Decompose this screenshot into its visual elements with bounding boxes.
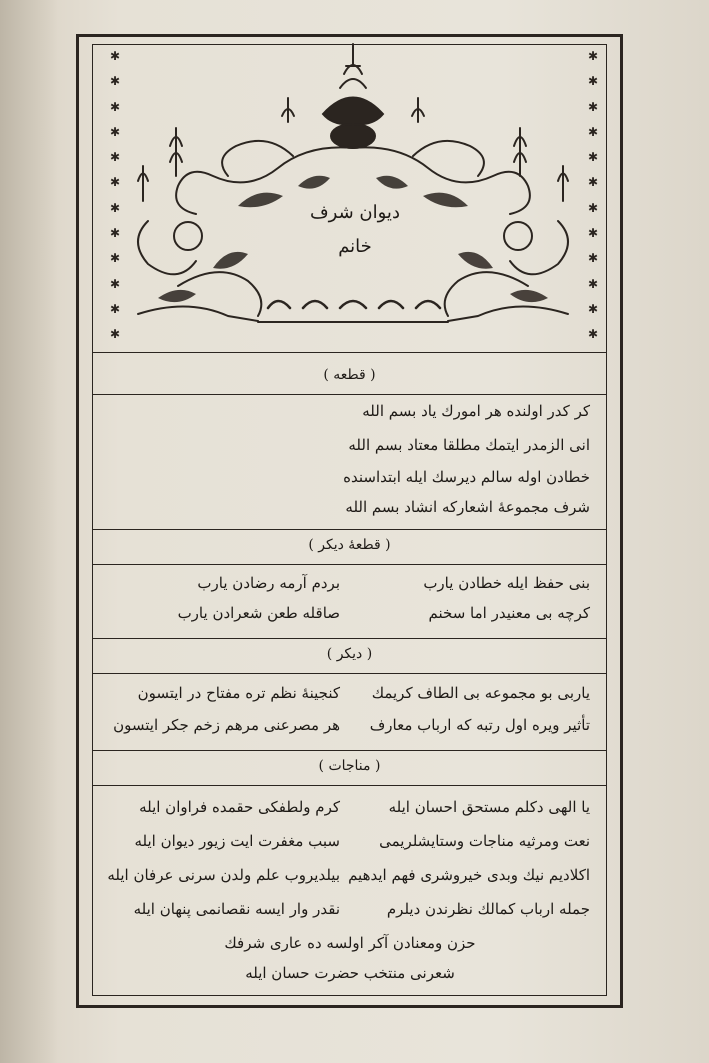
divider: [92, 673, 607, 674]
couplet-first-half: تأثیر ویره اول رتبه که ارباب معارف: [369, 716, 590, 734]
verse-line: خطادن اوله سالم دیرسك ایله ابتداسنده: [343, 468, 590, 486]
couplet-second-half: کنجینهٔ نظم تره مفتاح در ایتسون: [137, 684, 340, 702]
couplet-second-half: صاقله طعن شعرادن یارب: [177, 604, 340, 622]
divider: [92, 785, 607, 786]
divider: [92, 352, 607, 353]
couplet-second-half: بیلدیروب علم ولدن سرنی عرفان ایله: [107, 866, 340, 884]
couplet-second-half: نقدر وار ایسه نقصانمی پنهان ایله: [133, 900, 340, 918]
couplet-first-half: یا الهی دکلم مستحق احسان ایله: [388, 798, 590, 816]
section-heading: ( قطعهٔ دیکر ): [308, 537, 391, 553]
star-column-left: ✱ ✱ ✱ ✱ ✱ ✱ ✱ ✱ ✱ ✱ ✱ ✱: [109, 49, 121, 342]
title-line-2: خانم: [338, 236, 372, 257]
title-block: [250, 196, 460, 264]
closing-line: شعرنی منتخب حضرت حسان ایله: [245, 964, 455, 982]
section-heading: ( قطعه ): [323, 367, 376, 383]
floral-ornament-headpiece: [118, 36, 588, 336]
verse-line: کر کدر اولنده هر امورك یاد بسم الله: [362, 402, 590, 420]
couplet-first-half: جمله ارباب کمالك نظرندن دیلرم: [386, 900, 590, 918]
title-line-1: دیوان شرف: [310, 202, 400, 223]
closing-line: حزن ومعنادن آکر اولسه ده عاری شرفك: [224, 934, 476, 952]
couplet-second-half: بردم آرمه رضادن یارب: [197, 574, 340, 592]
couplet-first-half: کرچه بی معنیدر اما سخنم: [428, 604, 590, 622]
couplet-second-half: کرم ولطفکی حقمده فراوان ایله: [139, 798, 340, 816]
couplet-first-half: اکلادیم نیك وبدی خیروشری فهم ایدهیم: [348, 866, 590, 884]
couplet-second-half: هر مصرعنی مرهم زخم جکر ایتسون: [113, 716, 340, 734]
divider: [92, 529, 607, 530]
torn-edge: [0, 0, 58, 1063]
couplet-first-half: بنی حفظ ایله خطادن یارب: [423, 574, 590, 592]
section-heading: ( مناجات ): [318, 758, 381, 774]
divider: [92, 564, 607, 565]
verse-line: انی الزمدر ایتمك مطلقا معتاد بسم الله: [348, 436, 590, 454]
divider: [92, 638, 607, 639]
couplet-second-half: سبب مغفرت ایت زیور دیوان ایله: [134, 832, 340, 850]
star-column-right: ✱ ✱ ✱ ✱ ✱ ✱ ✱ ✱ ✱ ✱ ✱ ✱: [587, 49, 599, 342]
verse-line: شرف مجموعهٔ اشعارکه انشاد بسم الله: [345, 498, 590, 516]
divider: [92, 394, 607, 395]
section-heading: ( دیکر ): [326, 646, 373, 662]
divider: [92, 750, 607, 751]
couplet-first-half: نعت ومرثیه مناجات وستایشلریمی: [379, 832, 590, 850]
couplet-first-half: یاربی بو مجموعه بی الطاف کریمك: [371, 684, 590, 702]
